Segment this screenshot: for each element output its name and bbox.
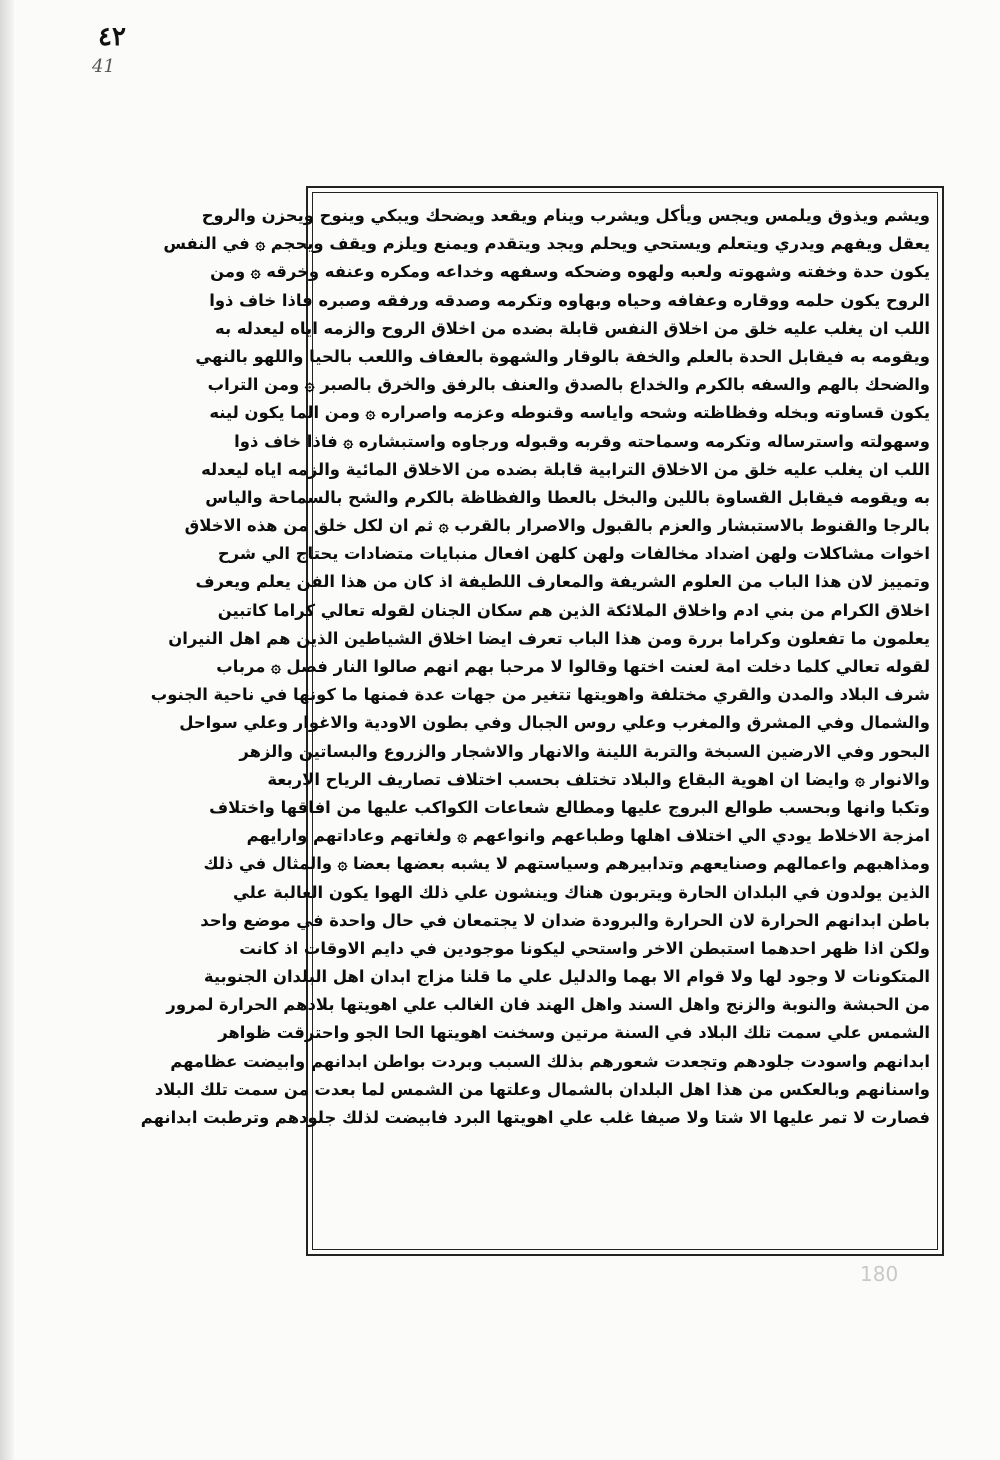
manuscript-line: امزجة الاخلاط يودي الي اختلاف اهلها وطباعهم وانواعهم ۞ ولغاتهم وعاداتهم وارايهم: [246, 826, 930, 846]
manuscript-line: اخلاق الكرام من بني ادم واخلاق الملائكة الذين هم سكان الجنان لقوله تعالي كراما كاتبين: [217, 600, 930, 620]
manuscript-line: الشمس علي سمت تلك البلاد في السنة مرتين وسخنت اهويتها الحا الجو واحترقت ظواهر: [218, 1023, 930, 1043]
manuscript-line: يكون حدة وخفته وشهوته ولعبه ولهوه وضحكه وسفهه وخداعه ومكره وعنفه وخرقه ۞ ومن: [210, 262, 930, 282]
pencil-folio-number: 41: [92, 56, 115, 77]
manuscript-line: ولكن اذا ظهر احدهما استبطن الاخر واستحي ليكونا موجودين في دايم الاوقات اذ كانت: [239, 938, 930, 958]
manuscript-line: واسنانهم وبالعكس من هذا اهل البلدان بالشمال وعلتها من الشمس لما بعدت من سمت تلك البلاد: [154, 1079, 930, 1099]
manuscript-line: الذين يولدون في البلدان الحارة ويتربون هناك وينشون علي ذلك الهوا يكون الغالبة علي: [233, 882, 930, 902]
manuscript-line: والانوار ۞ وايضا ان اهوية البقاع والبلاد تختلف بحسب اختلاف تصاريف الرياح الاربعة: [267, 769, 930, 789]
manuscript-line: وتكبا وانها وبحسب طوالع البروج عليها ومطالع شعاعات الكواكب عليها من افاقها واختلاف: [209, 797, 930, 817]
manuscript-line: اللب ان يغلب عليه خلق من الاخلاق الترابية قابلة بضده من الاخلاق المائية والزمه اياه ليعدله: [201, 459, 930, 479]
manuscript-line: المتكونات لا وجود لها ولا قوام الا بهما والدليل علي ما قلنا مزاج ابدان اهل البلدان الجنوبية: [203, 967, 930, 987]
manuscript-line: وتمييز لان هذا الباب من العلوم الشريفة والمعارف اللطيفة اذ كان من هذا الفن يعلم ويعرف: [195, 572, 930, 592]
manuscript-line: ومذاهبهم واعمالهم وصنايعهم وتدابيرهم وسياستهم لا يشبه بعضها بعضا ۞ والمثال في ذلك: [203, 854, 930, 874]
manuscript-line: يعلمون ما تفعلون وكراما بررة ومن هذا الباب تعرف ايضا اخلاق الشياطين الذين هم اهل النيران: [168, 628, 930, 648]
manuscript-line: به ويقومه فيقابل القساوة باللين والبخل بالعطا والفظاظة بالكرم والشح بالسماحة والياس: [205, 487, 930, 507]
manuscript-line: ويشم ويذوق ويلمس ويجس ويأكل ويشرب وينام ويقعد ويضحك ويبكي وينوح ويحزن والروح: [201, 206, 930, 225]
manuscript-line: يكون قساوته وبخله وفظاظته وشحه واياسه وقنوطه وعزمه واصراره ۞ ومن الما يكون لينه: [209, 403, 930, 423]
manuscript-line: فصارت لا تمر عليها الا شتا ولا صيفا غلب علي اهويتها البرد فابيضت لذلك جلودهم وترطبت ابدانهم: [140, 1108, 930, 1127]
manuscript-line: باطن ابدانهم الحرارة لان الحرارة والبرودة ضدان لا يجتمعان في حال واحدة في موضع واحد: [200, 910, 930, 930]
manuscript-line: البحور وفي الارضين السبخة والتربة اللينة والانهار والاشجار والزروع والبساتين والزهر: [239, 741, 930, 761]
binding-shadow: [0, 0, 14, 1460]
manuscript-line: لقوله تعالي كلما دخلت امة لعنت اختها وقالوا لا مرحبا بهم انهم صالوا النار فصل ۞ مرباب: [216, 657, 930, 676]
manuscript-line: اللب ان يغلب عليه خلق من اخلاق النفس قابلة بضده من اخلاق الروح والزمه اياه ليعدله به: [215, 318, 930, 338]
manuscript-line: شرف البلاد والمدن والقري مختلفة واهويتها تتغير من جهات عدة فمنها ما كونها في ناحية الجنوب: [150, 685, 930, 705]
manuscript-line: والشمال وفي المشرق والمغرب وعلي روس الجبال وفي بطون الاودية والاغوار وعلي سواحل: [179, 713, 930, 733]
manuscript-line: وسهولته واسترساله وتكرمه وسماحته وقربه وقبوله ورجاوه واستبشاره ۞ فاذا خاف ذوا: [234, 431, 930, 451]
manuscript-line: يعقل ويفهم ويدري ويتعلم ويستحي ويحلم ويجد ويتقدم ويمنع ويلزم ويقف ويحجم ۞ في النفس: [163, 234, 930, 254]
manuscript-line: بالرجا والقنوط بالاستبشار والعزم بالقبول والاصرار بالقرب ۞ ثم ان لكل خلق من هذه الاخلاق: [184, 516, 930, 536]
manuscript-line: ويقومه به فيقابل الحدة بالعلم والخفة بالوقار والشهوة بالعفاف واللعب بالحيا واللهو بالنهي: [195, 346, 930, 366]
manuscript-line: من الحبشة والنوبة والزنج واهل السند واهل الهند فان الغالب علي اهويتها بلادهم الحرارة لمرور: [166, 995, 930, 1015]
manuscript-line: اخوات مشاكلات ولهن اضداد مخالفات ولهن كلهن افعال منبايات متضادات يحتاج الي شرح: [217, 544, 930, 564]
folio-number: ٤٢: [98, 22, 126, 52]
manuscript-line: والضحك بالهم والسفه بالكرم والخداع بالصدق والعنف بالرفق والخرق بالصبر ۞ ومن التراب: [207, 375, 930, 395]
library-stamp: 180: [860, 1262, 899, 1286]
manuscript-line: ابدانهم واسودت جلودهم وتجعدت شعورهم بذلك السبب وبردت بواطن ابدانهم وابيضت عظامهم: [170, 1051, 930, 1071]
manuscript-line: الروح يكون حلمه ووقاره وعفافه وحياه وبهاوه وتكرمه وصدقه ورفقه وصبره فاذا خاف ذوا: [209, 290, 930, 310]
manuscript-text-block: [140, 202, 930, 1246]
